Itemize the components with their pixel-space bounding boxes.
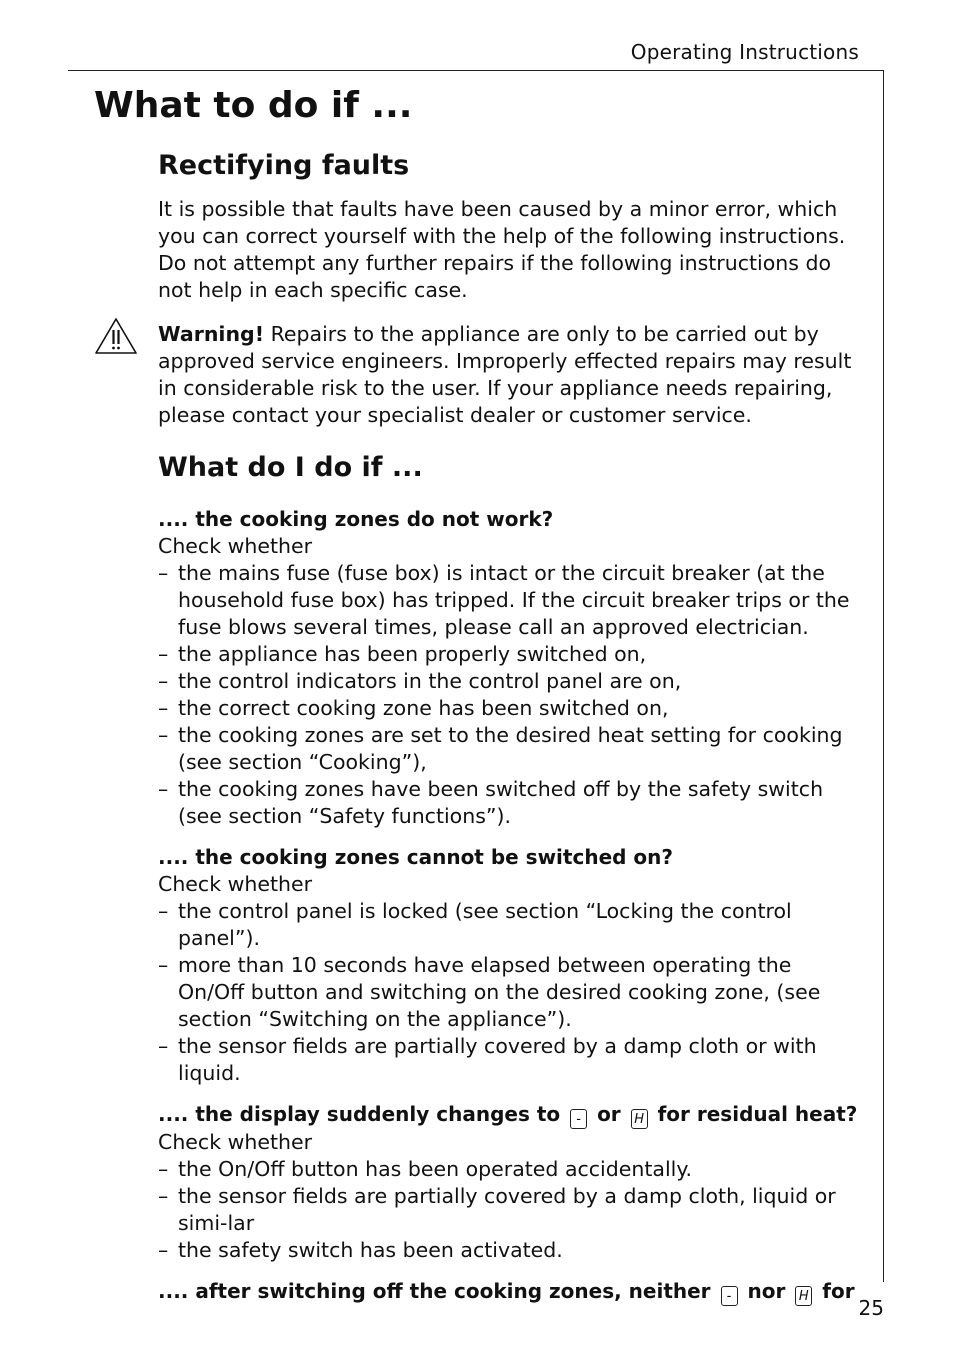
list-item: – the safety switch has been activated. <box>158 1237 858 1264</box>
warning-paragraph <box>158 321 858 429</box>
page-number: 25 <box>858 1296 884 1320</box>
list-item: – the On/Off button has been operated accidentally. <box>158 1156 858 1183</box>
check-whether: Check whether <box>158 872 313 896</box>
question-part: for <box>822 1279 855 1303</box>
warning-text: Repairs to the appliance are only to be carried out by approved service engineers. Improperly effected repairs may result in considerable risk to the user. If your appliance needs repairing, please contact your specialist dealer or customer service. <box>158 322 852 427</box>
question-part: for residual heat? <box>657 1102 858 1126</box>
fault-question <box>158 1278 858 1306</box>
warning-label: Warning! <box>158 322 265 346</box>
check-list <box>158 898 858 1087</box>
list-item: – the sensor fields are partially covered by a damp cloth or with liquid. <box>158 1033 858 1087</box>
check-whether: Check whether <box>158 534 313 558</box>
list-item: – the control panel is locked (see section “Locking the control panel”). <box>158 898 858 952</box>
rectifying-heading: Rectifying faults <box>158 150 410 181</box>
fault-question: .... the cooking zones cannot be switched on? <box>158 845 673 869</box>
what-do-heading: What do I do if ... <box>158 452 423 483</box>
check-list <box>158 560 858 830</box>
list-item: – the cooking zones are set to the desired heat setting for cooking (see section “Cooking”), <box>158 722 858 776</box>
fault-section-3 <box>158 1101 858 1264</box>
header-rule <box>68 70 884 71</box>
warning-block <box>158 321 858 429</box>
main-content <box>158 148 858 1306</box>
display-dash-symbol: - <box>721 1286 738 1306</box>
check-whether: Check whether <box>158 1130 313 1154</box>
question-part: .... after switching off the cooking zones, neither <box>158 1279 711 1303</box>
fault-question <box>158 1101 858 1129</box>
list-item: – the appliance has been properly switched on, <box>158 641 858 668</box>
running-header: Operating Instructions <box>630 40 859 64</box>
fault-section-2 <box>158 844 858 1087</box>
fault-question: .... the cooking zones do not work? <box>158 507 554 531</box>
list-item: – the cooking zones have been switched off by the safety switch (see section “Safety functions”). <box>158 776 858 830</box>
display-dash-symbol: - <box>570 1109 587 1129</box>
margin-rule <box>883 70 884 1282</box>
question-part: .... the display suddenly changes to <box>158 1102 561 1126</box>
list-item: – the mains fuse (fuse box) is intact or the circuit breaker (at the household fuse box) has tripped. If the circuit breaker trips or the fuse blows several times, please call an approved electrician. <box>158 560 858 641</box>
page-title: What to do if ... <box>94 85 413 126</box>
check-list <box>158 1156 858 1264</box>
list-item: – more than 10 seconds have elapsed between operating the On/Off button and switching on the desired cooking zone, (see section “Switching on the appliance”). <box>158 952 858 1033</box>
list-item: – the control indicators in the control panel are on, <box>158 668 858 695</box>
list-item: – the correct cooking zone has been switched on, <box>158 695 858 722</box>
list-item: – the sensor fields are partially covered by a damp cloth, liquid or simi-lar <box>158 1183 858 1237</box>
intro-paragraph: It is possible that faults have been caused by a minor error, which you can correct yourself with the help of the following instructions. Do not attempt any further repairs if the following instructions do not help in each specific case. <box>158 197 846 302</box>
fault-section-1 <box>158 506 858 830</box>
warning-triangle-icon <box>94 317 138 355</box>
question-part: nor <box>747 1279 786 1303</box>
question-part: or <box>597 1102 621 1126</box>
display-h-symbol: H <box>631 1109 648 1129</box>
display-h-symbol: H <box>795 1286 812 1306</box>
fault-section-4 <box>158 1278 858 1306</box>
